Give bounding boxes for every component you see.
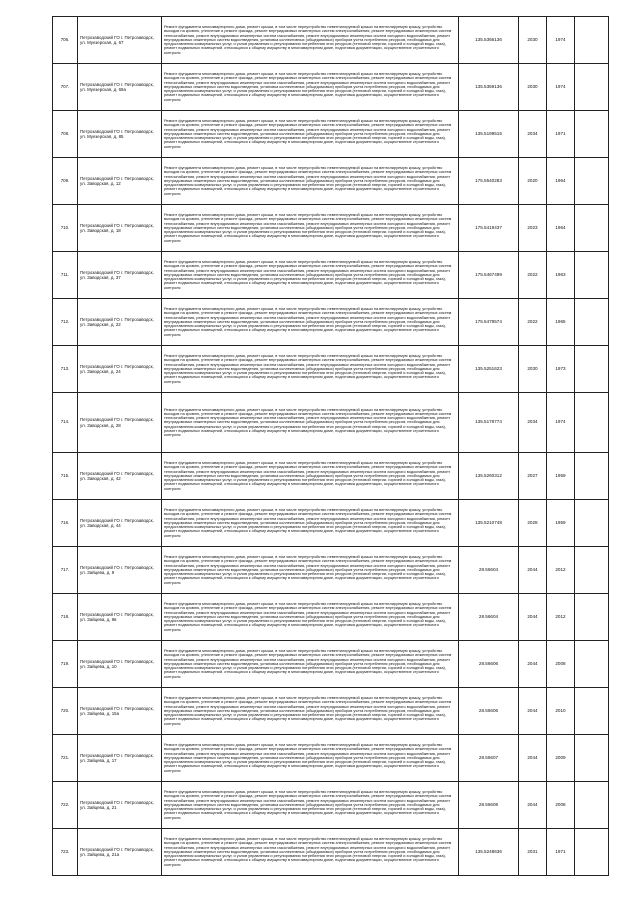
row-built-year: 1971 [547, 829, 575, 876]
row-repair-year: 2030 [519, 17, 547, 64]
table-row [53, 346, 609, 393]
row-built-year: 2012 [547, 547, 575, 594]
row-built-year: 2009 [547, 735, 575, 782]
row-repair-year: 2030 [519, 346, 547, 393]
row-address: Петрозаводский ГО г. Петрозаводск, ул. Зайцева, д. 17 [78, 735, 162, 782]
row-empty-cell [575, 346, 609, 393]
row-cost: 28.56604 [459, 594, 519, 641]
table-row [53, 453, 609, 500]
row-works: Ремонт фундамента многоквартирного дома, ремонт крыши, в том числе переустройство невентилируемой крыши на вентилируемую крышу, устройство выходов на кровлю, утепление и ремонт фасада, ремонт внутридомовых инженерных систем электроснабжения, ремонт внутридомовых инженерных систем теплоснабжения, ремонт внутридомовых инженерных систем газоснабжения, ремонт внутридомовых инженерных систем холодного водоснабжения, ремонт внутридомовых инженерных систем водоотведения, установка коллективных (общедомовых) приборов учета потребления ресурсов, необходимых для предоставления коммунальных услуг, и узлов управления и регулирования потребления этих ресурсов (тепловой энергии, горячей и холодной воды, газа), ремонт подвальных помещений, относящихся к общему имуществу в многоквартирном доме, подготовка документации, осуществление строительного контроля [162, 346, 459, 393]
row-cost: 28.56606 [459, 688, 519, 735]
row-cost: 135.5366136 [459, 17, 519, 64]
row-address: Петрозаводский ГО г. Петрозаводск, ул. Муезерская, д. 69а [78, 64, 162, 111]
row-address: Петрозаводский ГО г. Петрозаводск, ул. Заводская, д. 44 [78, 500, 162, 547]
row-address: Петрозаводский ГО г. Петрозаводск, ул. Зайцева, д. 21 [78, 782, 162, 829]
row-repair-year: 2044 [519, 735, 547, 782]
row-works: Ремонт фундамента многоквартирного дома, ремонт крыши, в том числе переустройство невентилируемой крыши на вентилируемую крышу, устройство выходов на кровлю, утепление и ремонт фасада, ремонт внутридомовых инженерных систем электроснабжения, ремонт внутридомовых инженерных систем теплоснабжения, ремонт внутридомовых инженерных систем газоснабжения, ремонт внутридомовых инженерных систем холодного водоснабжения, ремонт внутридомовых инженерных систем водоотведения, установка коллективных (общедомовых) приборов учета потребления ресурсов, необходимых для предоставления коммунальных услуг, и узлов управления и регулирования потребления этих ресурсов (тепловой энергии, горячей и холодной воды, газа), ремонт подвальных помещений, относящихся к общему имуществу в многоквартирном доме, подготовка документации, осуществление строительного контроля [162, 64, 459, 111]
table-row [53, 735, 609, 782]
row-cost: 175.5479574 [459, 299, 519, 346]
row-cost: 175.5419437 [459, 205, 519, 252]
row-repair-year: 2020 [519, 158, 547, 205]
row-number: 716. [53, 500, 78, 547]
table-row [53, 158, 609, 205]
row-built-year: 1974 [547, 64, 575, 111]
row-address: Петрозаводский ГО г. Петрозаводск, ул. Заводская, д. 28 [78, 393, 162, 453]
row-built-year: 1963 [547, 252, 575, 299]
row-repair-year: 2023 [519, 205, 547, 252]
repair-registry-table [52, 16, 609, 876]
row-built-year: 1974 [547, 17, 575, 64]
row-empty-cell [575, 205, 609, 252]
row-number: 712. [53, 299, 78, 346]
row-empty-cell [575, 252, 609, 299]
row-repair-year: 2044 [519, 688, 547, 735]
row-number: 723. [53, 829, 78, 876]
row-number: 709. [53, 158, 78, 205]
row-repair-year: 2030 [519, 64, 547, 111]
row-repair-year: 2027 [519, 453, 547, 500]
row-cost: 135.5178774 [459, 393, 519, 453]
row-address: Петрозаводский ГО г. Петрозаводск, ул. Зайцева, д. 21а [78, 829, 162, 876]
row-cost: 135.5251623 [459, 346, 519, 393]
row-empty-cell [575, 735, 609, 782]
row-repair-year: 2034 [519, 393, 547, 453]
row-built-year: 1973 [547, 346, 575, 393]
row-empty-cell [575, 547, 609, 594]
row-works: Ремонт фундамента многоквартирного дома, ремонт крыши, в том числе переустройство невентилируемой крыши на вентилируемую крышу, устройство выходов на кровлю, утепление и ремонт фасада, ремонт внутридомовых инженерных систем электроснабжения, ремонт внутридомовых инженерных систем теплоснабжения, ремонт внутридомовых инженерных систем газоснабжения, ремонт внутридомовых инженерных систем холодного водоснабжения, ремонт внутридомовых инженерных систем водоотведения, установка коллективных (общедомовых) приборов учета потребления ресурсов, необходимых для предоставления коммунальных услуг, и узлов управления и регулирования потребления этих ресурсов (тепловой энергии, горячей и холодной воды, газа), ремонт подвальных помещений, относящихся к общему имуществу в многоквартирном доме, подготовка документации, осуществление строительного контроля [162, 393, 459, 453]
table-row [53, 393, 609, 453]
row-number: 722. [53, 782, 78, 829]
row-number: 715. [53, 453, 78, 500]
row-empty-cell [575, 393, 609, 453]
row-empty-cell [575, 453, 609, 500]
row-built-year: 2010 [547, 688, 575, 735]
row-empty-cell [575, 299, 609, 346]
row-works: Ремонт фундамента многоквартирного дома, ремонт крыши, в том числе переустройство невентилируемой крыши на вентилируемую крышу, устройство выходов на кровлю, утепление и ремонт фасада, ремонт внутридомовых инженерных систем электроснабжения, ремонт внутридомовых инженерных систем теплоснабжения, ремонт внутридомовых инженерных систем газоснабжения, ремонт внутридомовых инженерных систем холодного водоснабжения, ремонт внутридомовых инженерных систем водоотведения, установка коллективных (общедомовых) приборов учета потребления ресурсов, необходимых для предоставления коммунальных услуг, и узлов управления и регулирования потребления этих ресурсов (тепловой энергии, горячей и холодной воды, газа), ремонт подвальных помещений, относящихся к общему имуществу в многоквартирном доме, подготовка документации, осуществление строительного контроля [162, 453, 459, 500]
row-works: Ремонт фундамента многоквартирного дома, ремонт крыши, в том числе переустройство невентилируемой крыши на вентилируемую крышу, устройство выходов на кровлю, утепление и ремонт фасада, ремонт внутридомовых инженерных систем электроснабжения, ремонт внутридомовых инженерных систем теплоснабжения, ремонт внутридомовых инженерных систем газоснабжения, ремонт внутридомовых инженерных систем холодного водоснабжения, ремонт внутридомовых инженерных систем водоотведения, установка коллективных (общедомовых) приборов учета потребления ресурсов, необходимых для предоставления коммунальных услуг, и узлов управления и регулирования потребления этих ресурсов (тепловой энергии, горячей и холодной воды, газа), ремонт подвальных помещений, относящихся к общему имуществу в многоквартирном доме, подготовка документации, осуществление строительного контроля [162, 252, 459, 299]
row-address: Петрозаводский ГО г. Петрозаводск, ул. Заводская, д. 37 [78, 252, 162, 299]
row-empty-cell [575, 829, 609, 876]
table-row [53, 641, 609, 688]
row-address: Петрозаводский ГО г. Петрозаводск, ул. Зайцева, д. 10 [78, 641, 162, 688]
row-number: 718. [53, 594, 78, 641]
row-cost: 135.5260312 [459, 453, 519, 500]
row-works: Ремонт фундамента многоквартирного дома, ремонт крыши, в том числе переустройство невентилируемой крыши на вентилируемую крышу, устройство выходов на кровлю, утепление и ремонт фасада, ремонт внутридомовых инженерных систем электроснабжения, ремонт внутридомовых инженерных систем теплоснабжения, ремонт внутридомовых инженерных систем газоснабжения, ремонт внутридомовых инженерных систем холодного водоснабжения, ремонт внутридомовых инженерных систем водоотведения, установка коллективных (общедомовых) приборов учета потребления ресурсов, необходимых для предоставления коммунальных услуг, и узлов управления и регулирования потребления этих ресурсов (тепловой энергии, горячей и холодной воды, газа), ремонт подвальных помещений, относящихся к общему имуществу в многоквартирном доме, подготовка документации, осуществление строительного контроля [162, 299, 459, 346]
row-number: 713. [53, 346, 78, 393]
row-cost: 28.56604 [459, 547, 519, 594]
row-empty-cell [575, 158, 609, 205]
table-row [53, 205, 609, 252]
row-empty-cell [575, 500, 609, 547]
row-repair-year: 2044 [519, 641, 547, 688]
row-works: Ремонт фундамента многоквартирного дома, ремонт крыши, в том числе переустройство невентилируемой крыши на вентилируемую крышу, устройство выходов на кровлю, утепление и ремонт фасада, ремонт внутридомовых инженерных систем электроснабжения, ремонт внутридомовых инженерных систем теплоснабжения, ремонт внутридомовых инженерных систем газоснабжения, ремонт внутридомовых инженерных систем холодного водоснабжения, ремонт внутридомовых инженерных систем водоотведения, установка коллективных (общедомовых) приборов учета потребления ресурсов, необходимых для предоставления коммунальных услуг, и узлов управления и регулирования потребления этих ресурсов (тепловой энергии, горячей и холодной воды, газа), ремонт подвальных помещений, относящихся к общему имуществу в многоквартирном доме, подготовка документации, осуществление строительного контроля [162, 641, 459, 688]
row-built-year: 1964 [547, 205, 575, 252]
row-works: Ремонт фундамента многоквартирного дома, ремонт крыши, в том числе переустройство невентилируемой крыши на вентилируемую крышу, устройство выходов на кровлю, утепление и ремонт фасада, ремонт внутридомовых инженерных систем электроснабжения, ремонт внутридомовых инженерных систем теплоснабжения, ремонт внутридомовых инженерных систем газоснабжения, ремонт внутридомовых инженерных систем холодного водоснабжения, ремонт внутридомовых инженерных систем водоотведения, установка коллективных (общедомовых) приборов учета потребления ресурсов, необходимых для предоставления коммунальных услуг, и узлов управления и регулирования потребления этих ресурсов (тепловой энергии, горячей и холодной воды, газа), ремонт подвальных помещений, относящихся к общему имуществу в многоквартирном доме, подготовка документации, осуществление строительного контроля [162, 829, 459, 876]
row-works: Ремонт фундамента многоквартирного дома, ремонт крыши, в том числе переустройство невентилируемой крыши на вентилируемую крышу, устройство выходов на кровлю, утепление и ремонт фасада, ремонт внутридомовых инженерных систем электроснабжения, ремонт внутридомовых инженерных систем теплоснабжения, ремонт внутридомовых инженерных систем газоснабжения, ремонт внутридомовых инженерных систем холодного водоснабжения, ремонт внутридомовых инженерных систем водоотведения, установка коллективных (общедомовых) приборов учета потребления ресурсов, необходимых для предоставления коммунальных услуг, и узлов управления и регулирования потребления этих ресурсов (тепловой энергии, горячей и холодной воды, газа), ремонт подвальных помещений, относящихся к общему имуществу в многоквартирном доме, подготовка документации, осуществление строительного контроля [162, 688, 459, 735]
row-built-year: 2012 [547, 594, 575, 641]
row-works: Ремонт фундамента многоквартирного дома, ремонт крыши, в том числе переустройство невентилируемой крыши на вентилируемую крышу, устройство выходов на кровлю, утепление и ремонт фасада, ремонт внутридомовых инженерных систем электроснабжения, ремонт внутридомовых инженерных систем теплоснабжения, ремонт внутридомовых инженерных систем газоснабжения, ремонт внутридомовых инженерных систем холодного водоснабжения, ремонт внутридомовых инженерных систем водоотведения, установка коллективных (общедомовых) приборов учета потребления ресурсов, необходимых для предоставления коммунальных услуг, и узлов управления и регулирования потребления этих ресурсов (тепловой энергии, горячей и холодной воды, газа), ремонт подвальных помещений, относящихся к общему имуществу в многоквартирном доме, подготовка документации, осуществление строительного контроля [162, 17, 459, 64]
table-row [53, 500, 609, 547]
table-row [53, 688, 609, 735]
table-row [53, 252, 609, 299]
row-empty-cell [575, 17, 609, 64]
row-empty-cell [575, 111, 609, 158]
row-works: Ремонт фундамента многоквартирного дома, ремонт крыши, в том числе переустройство невентилируемой крыши на вентилируемую крышу, устройство выходов на кровлю, утепление и ремонт фасада, ремонт внутридомовых инженерных систем электроснабжения, ремонт внутридомовых инженерных систем теплоснабжения, ремонт внутридомовых инженерных систем газоснабжения, ремонт внутридомовых инженерных систем холодного водоснабжения, ремонт внутридомовых инженерных систем водоотведения, установка коллективных (общедомовых) приборов учета потребления ресурсов, необходимых для предоставления коммунальных услуг, и узлов управления и регулирования потребления этих ресурсов (тепловой энергии, горячей и холодной воды, газа), ремонт подвальных помещений, относящихся к общему имуществу в многоквартирном доме, подготовка документации, осуществление строительного контроля [162, 111, 459, 158]
row-works: Ремонт фундамента многоквартирного дома, ремонт крыши, в том числе переустройство невентилируемой крыши на вентилируемую крышу, устройство выходов на кровлю, утепление и ремонт фасада, ремонт внутридомовых инженерных систем электроснабжения, ремонт внутридомовых инженерных систем теплоснабжения, ремонт внутридомовых инженерных систем газоснабжения, ремонт внутридомовых инженерных систем холодного водоснабжения, ремонт внутридомовых инженерных систем водоотведения, установка коллективных (общедомовых) приборов учета потребления ресурсов, необходимых для предоставления коммунальных услуг, и узлов управления и регулирования потребления этих ресурсов (тепловой энергии, горячей и холодной воды, газа), ремонт подвальных помещений, относящихся к общему имуществу в многоквартирном доме, подготовка документации, осуществление строительного контроля [162, 500, 459, 547]
row-cost: 135.5369136 [459, 64, 519, 111]
row-built-year: 2008 [547, 782, 575, 829]
table-row [53, 111, 609, 158]
table-row [53, 782, 609, 829]
row-empty-cell [575, 594, 609, 641]
table-row [53, 594, 609, 641]
row-address: Петрозаводский ГО г. Петрозаводск, ул. Муезерская, д. 67 [78, 17, 162, 64]
row-works: Ремонт фундамента многоквартирного дома, ремонт крыши, в том числе переустройство невентилируемой крыши на вентилируемую крышу, устройство выходов на кровлю, утепление и ремонт фасада, ремонт внутридомовых инженерных систем электроснабжения, ремонт внутридомовых инженерных систем теплоснабжения, ремонт внутридомовых инженерных систем газоснабжения, ремонт внутридомовых инженерных систем холодного водоснабжения, ремонт внутридомовых инженерных систем водоотведения, установка коллективных (общедомовых) приборов учета потребления ресурсов, необходимых для предоставления коммунальных услуг, и узлов управления и регулирования потребления этих ресурсов (тепловой энергии, горячей и холодной воды, газа), ремонт подвальных помещений, относящихся к общему имуществу в многоквартирном доме, подготовка документации, осуществление строительного контроля [162, 594, 459, 641]
row-address: Петрозаводский ГО г. Петрозаводск, ул. Зайцева, д. 9в [78, 594, 162, 641]
row-empty-cell [575, 782, 609, 829]
row-cost: 135.5210748 [459, 500, 519, 547]
table-row [53, 299, 609, 346]
row-address: Петрозаводский ГО г. Петрозаводск, ул. Заводская, д. 24 [78, 346, 162, 393]
row-cost: 135.5248636 [459, 829, 519, 876]
row-number: 714. [53, 393, 78, 453]
registry-sheet [52, 16, 593, 876]
row-built-year: 1965 [547, 299, 575, 346]
row-number: 721. [53, 735, 78, 782]
row-number: 710. [53, 205, 78, 252]
row-works: Ремонт фундамента многоквартирного дома, ремонт крыши, в том числе переустройство невентилируемой крыши на вентилируемую крышу, устройство выходов на кровлю, утепление и ремонт фасада, ремонт внутридомовых инженерных систем электроснабжения, ремонт внутридомовых инженерных систем теплоснабжения, ремонт внутридомовых инженерных систем газоснабжения, ремонт внутридомовых инженерных систем холодного водоснабжения, ремонт внутридомовых инженерных систем водоотведения, установка коллективных (общедомовых) приборов учета потребления ресурсов, необходимых для предоставления коммунальных услуг, и узлов управления и регулирования потребления этих ресурсов (тепловой энергии, горячей и холодной воды, газа), ремонт подвальных помещений, относящихся к общему имуществу в многоквартирном доме, подготовка документации, осуществление строительного контроля [162, 547, 459, 594]
row-repair-year: 2031 [519, 829, 547, 876]
row-cost: 28.56606 [459, 641, 519, 688]
row-address: Петрозаводский ГО г. Петрозаводск, ул. Заводская, д. 18 [78, 205, 162, 252]
row-address: Петрозаводский ГО г. Петрозаводск, ул. Зайцева, д. 15а [78, 688, 162, 735]
row-built-year: 2008 [547, 641, 575, 688]
row-address: Петрозаводский ГО г. Петрозаводск, ул. Заводская, д. 42 [78, 453, 162, 500]
row-address: Петрозаводский ГО г. Петрозаводск, ул. Муезерская, д. 85 [78, 111, 162, 158]
row-repair-year: 2022 [519, 252, 547, 299]
row-cost: 135.5199515 [459, 111, 519, 158]
row-works: Ремонт фундамента многоквартирного дома, ремонт крыши, в том числе переустройство невентилируемой крыши на вентилируемую крышу, устройство выходов на кровлю, утепление и ремонт фасада, ремонт внутридомовых инженерных систем электроснабжения, ремонт внутридомовых инженерных систем теплоснабжения, ремонт внутридомовых инженерных систем газоснабжения, ремонт внутридомовых инженерных систем холодного водоснабжения, ремонт внутридомовых инженерных систем водоотведения, установка коллективных (общедомовых) приборов учета потребления ресурсов, необходимых для предоставления коммунальных услуг, и узлов управления и регулирования потребления этих ресурсов (тепловой энергии, горячей и холодной воды, газа), ремонт подвальных помещений, относящихся к общему имуществу в многоквартирном доме, подготовка документации, осуществление строительного контроля [162, 205, 459, 252]
row-repair-year: 2034 [519, 111, 547, 158]
row-cost: 28.56607 [459, 735, 519, 782]
row-built-year: 1959 [547, 453, 575, 500]
row-repair-year: 2044 [519, 782, 547, 829]
row-built-year: 1971 [547, 111, 575, 158]
row-address: Петрозаводский ГО г. Петрозаводск, ул. Зайцева, д. 9 [78, 547, 162, 594]
row-number: 708. [53, 111, 78, 158]
row-works: Ремонт фундамента многоквартирного дома, ремонт крыши, в том числе переустройство невентилируемой крыши на вентилируемую крышу, устройство выходов на кровлю, утепление и ремонт фасада, ремонт внутридомовых инженерных систем электроснабжения, ремонт внутридомовых инженерных систем теплоснабжения, ремонт внутридомовых инженерных систем газоснабжения, ремонт внутридомовых инженерных систем холодного водоснабжения, ремонт внутридомовых инженерных систем водоотведения, установка коллективных (общедомовых) приборов учета потребления ресурсов, необходимых для предоставления коммунальных услуг, и узлов управления и регулирования потребления этих ресурсов (тепловой энергии, горячей и холодной воды, газа), ремонт подвальных помещений, относящихся к общему имуществу в многоквартирном доме, подготовка документации, осуществление строительного контроля [162, 158, 459, 205]
row-repair-year: 2044 [519, 594, 547, 641]
row-cost: 28.56608 [459, 782, 519, 829]
row-cost: 175.5467499 [459, 252, 519, 299]
table-row [53, 829, 609, 876]
row-number: 720. [53, 688, 78, 735]
registry-table-body [53, 17, 609, 876]
row-address: Петрозаводский ГО г. Петрозаводск, ул. Заводская, д. 12 [78, 158, 162, 205]
row-repair-year: 2022 [519, 299, 547, 346]
row-address: Петрозаводский ГО г. Петрозаводск, ул. Заводская, д. 22 [78, 299, 162, 346]
row-empty-cell [575, 641, 609, 688]
row-empty-cell [575, 64, 609, 111]
row-works: Ремонт фундамента многоквартирного дома, ремонт крыши, в том числе переустройство невентилируемой крыши на вентилируемую крышу, устройство выходов на кровлю, утепление и ремонт фасада, ремонт внутридомовых инженерных систем электроснабжения, ремонт внутридомовых инженерных систем теплоснабжения, ремонт внутридомовых инженерных систем газоснабжения, ремонт внутридомовых инженерных систем холодного водоснабжения, ремонт внутридомовых инженерных систем водоотведения, установка коллективных (общедомовых) приборов учета потребления ресурсов, необходимых для предоставления коммунальных услуг, и узлов управления и регулирования потребления этих ресурсов (тепловой энергии, горячей и холодной воды, газа), ремонт подвальных помещений, относящихся к общему имуществу в многоквартирном доме, подготовка документации, осуществление строительного контроля [162, 782, 459, 829]
row-built-year: 1974 [547, 393, 575, 453]
table-row [53, 17, 609, 64]
row-built-year: 1959 [547, 500, 575, 547]
table-row [53, 64, 609, 111]
row-number: 719. [53, 641, 78, 688]
row-number: 711. [53, 252, 78, 299]
row-works: Ремонт фундамента многоквартирного дома, ремонт крыши, в том числе переустройство невентилируемой крыши на вентилируемую крышу, устройство выходов на кровлю, утепление и ремонт фасада, ремонт внутридомовых инженерных систем электроснабжения, ремонт внутридомовых инженерных систем теплоснабжения, ремонт внутридомовых инженерных систем газоснабжения, ремонт внутридомовых инженерных систем холодного водоснабжения, ремонт внутридомовых инженерных систем водоотведения, установка коллективных (общедомовых) приборов учета потребления ресурсов, необходимых для предоставления коммунальных услуг, и узлов управления и регулирования потребления этих ресурсов (тепловой энергии, горячей и холодной воды, газа), ремонт подвальных помещений, относящихся к общему имуществу в многоквартирном доме, подготовка документации, осуществление строительного контроля [162, 735, 459, 782]
row-number: 706. [53, 17, 78, 64]
table-row [53, 547, 609, 594]
row-built-year: 1964 [547, 158, 575, 205]
row-cost: 175.5540283 [459, 158, 519, 205]
row-number: 717. [53, 547, 78, 594]
row-repair-year: 2028 [519, 500, 547, 547]
row-number: 707. [53, 64, 78, 111]
row-repair-year: 2044 [519, 547, 547, 594]
row-empty-cell [575, 688, 609, 735]
